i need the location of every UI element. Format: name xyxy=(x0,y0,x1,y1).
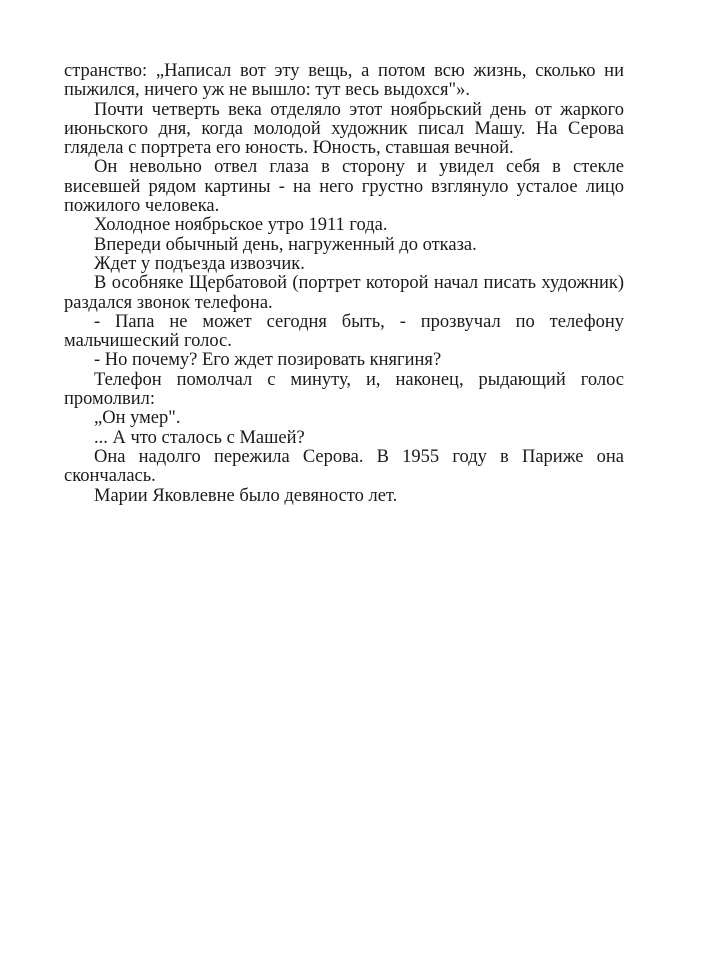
paragraph: Она надолго пережила Серова. В 1955 году в Париже она скончалась. xyxy=(64,446,624,487)
paragraph: В особняке Щербатовой (портрет которой начал писать художник) раздался звонок телефона. xyxy=(64,273,624,313)
quote-line: „Он умер". xyxy=(94,408,181,429)
paragraph: Почти четверть века отделяло этот ноябрьский день от жаркого июньского дня, когда молодой художник писал Машу. На Серова глядела с портрета его юность. Юность, ставшая вечной. xyxy=(64,99,624,159)
dialogue-line: - Но почему? Его ждет позировать княгиня? xyxy=(94,350,442,371)
paragraph: Холодное ноябрьское утро 1911 года. xyxy=(94,215,388,236)
paragraph: Впереди обычный день, нагруженный до отказа. xyxy=(94,234,477,255)
paragraph-continuation: странство: „Написал вот эту вещь, а потом всю жизнь, сколько ни пыжился, ничего уж не вышло: тут весь выдохся"». xyxy=(64,61,624,101)
paragraph: Он невольно отвел глаза в сторону и увидел себя в стекле висевшей рядом картины - на него грустно взглянуло усталое лицо пожилого человека. xyxy=(64,157,624,217)
dialogue-line: - Папа не может сегодня быть, - прозвучал по телефону мальчишеский голос. xyxy=(64,311,624,352)
paragraph: Телефон помолчал с минуту, и, наконец, рыдающий голос промолвил: xyxy=(64,369,624,410)
paragraph: Марии Яковлевне было девяносто лет. xyxy=(94,485,398,506)
body-text xyxy=(64,62,624,506)
paragraph: Ждет у подъезда извозчик. xyxy=(94,253,305,274)
paragraph: ... А что сталось с Машей? xyxy=(94,427,305,448)
